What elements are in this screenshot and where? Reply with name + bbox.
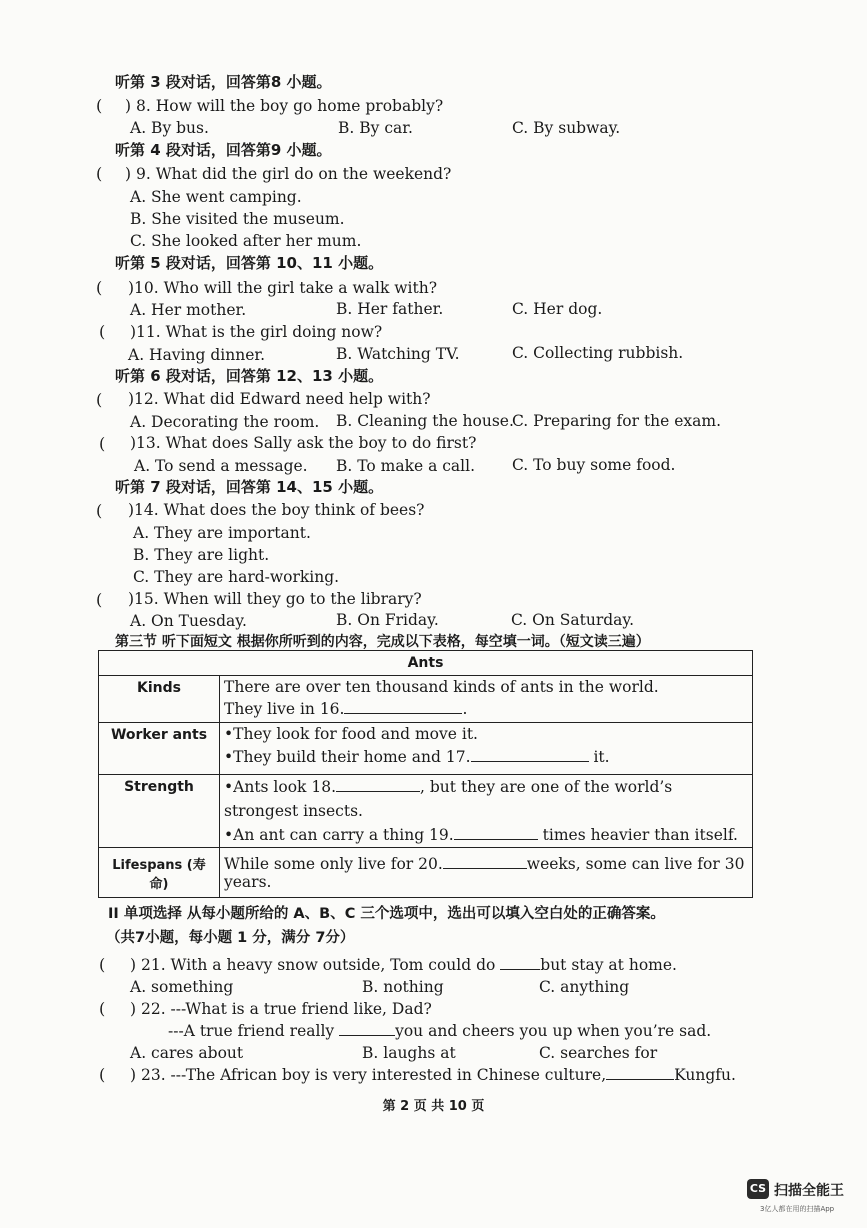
part2-subtitle: （共7小题，每小题 1 分，满分 7分）	[106, 930, 355, 946]
q14-option-b: B. They are light.	[133, 546, 270, 564]
q21-text: ) 21. With a heavy snow outside, Tom could do	[130, 956, 496, 974]
q22-line-2	[168, 1021, 711, 1041]
page-footer: 第 2 页 共 10 页	[382, 1099, 485, 1114]
strength-line-2-tail: times heavier than itself.	[542, 826, 738, 844]
q23-blank[interactable]	[606, 1065, 674, 1080]
q8-option-c: C. By subway.	[512, 119, 621, 137]
dialogue-6-heading: 听第 6 段对话，回答第 12、13 小题。	[115, 367, 384, 385]
row-label-strength: Strength	[99, 775, 220, 848]
row-lifespans-content	[220, 848, 753, 898]
q13-option-a: A. To send a message.	[134, 457, 308, 475]
q13-option-c: C. To buy some food.	[512, 456, 676, 474]
strength-line-1-text: •Ants look 18.	[224, 778, 337, 796]
dialogue-3-heading: 听第 3 段对话，回答第8 小题。	[115, 73, 332, 91]
q15-option-b: B. On Friday.	[336, 611, 439, 629]
q15-paren-open: (	[96, 590, 103, 609]
q12-option-a: A. Decorating the room.	[130, 413, 320, 431]
q21-paren-open: (	[99, 955, 106, 974]
row-label-worker-ants: Worker ants	[99, 723, 220, 775]
q10-option-c: C. Her dog.	[512, 300, 603, 318]
q23-text: ) 23. ---The African boy is very interested in Chinese culture,	[130, 1066, 607, 1084]
q21-option-c: C. anything	[539, 978, 630, 996]
blank-17[interactable]	[471, 747, 589, 762]
q15-option-c: C. On Saturday.	[511, 611, 635, 629]
blank-16[interactable]	[344, 699, 462, 714]
q9-close-paren: )	[125, 165, 132, 183]
strength-line-1-tail: , but they are one of the world’s strongest insects.	[224, 778, 673, 820]
q11-question: )11. What is the girl doing now?	[130, 323, 383, 341]
q12-option-c: C. Preparing for the exam.	[512, 412, 722, 430]
q11-option-b: B. Watching TV.	[336, 345, 460, 363]
dialogue-5-heading: 听第 5 段对话，回答第 10、11 小题。	[115, 254, 384, 272]
q21-option-b: B. nothing	[362, 978, 444, 996]
dialogue-7-heading: 听第 7 段对话，回答第 14、15 小题。	[115, 478, 384, 496]
part3-title: 第三节 听下面短文 根据你所听到的内容，完成以下表格，每空填一词。（短文读三遍）	[115, 634, 650, 650]
q9-paren-open: (	[96, 164, 103, 183]
row-strength-content	[220, 775, 753, 848]
q21-blank[interactable]	[500, 955, 540, 970]
q8-close-paren: )	[125, 97, 132, 115]
q10-option-a: A. Her mother.	[130, 301, 247, 319]
kinds-line-2-text: They live in 16.	[224, 700, 345, 718]
q9-option-a: A. She went camping.	[130, 188, 302, 206]
q8-option-b: B. By car.	[338, 119, 413, 137]
row-kinds-content	[220, 676, 753, 723]
q15-option-a: A. On Tuesday.	[130, 612, 247, 630]
q8-paren-open: (	[96, 96, 103, 115]
q14-option-c: C. They are hard-working.	[133, 568, 340, 586]
q13-option-b: B. To make a call.	[336, 457, 476, 475]
q13-paren-open: (	[99, 434, 106, 453]
q11-option-a: A. Having dinner.	[128, 346, 266, 364]
q10-option-b: B. Her father.	[336, 300, 444, 318]
q9-question	[125, 164, 451, 184]
part2-title: II 单项选择 从每小题所给的 A、B、C 三个选项中，选出可以填入空白处的正确答案。	[108, 906, 665, 922]
q21-question	[130, 955, 677, 975]
q22-question: ) 22. ---What is a true friend like, Dad?	[130, 1000, 432, 1018]
q22-blank[interactable]	[339, 1021, 395, 1036]
q23-paren-open: (	[99, 1065, 106, 1084]
worker-line-2-tail: it.	[593, 748, 610, 766]
q13-question: )13. What does Sally ask the boy to do first?	[130, 434, 477, 452]
q10-paren-open: (	[96, 278, 103, 297]
q22-option-c: C. searches for	[539, 1044, 658, 1062]
row-label-lifespans: Lifespans (寿命)	[99, 848, 220, 898]
q21-option-a: A. something	[130, 978, 234, 996]
worker-line-1: •They look for food and move it.	[224, 725, 478, 743]
strength-line-2	[224, 823, 748, 847]
worker-line-2	[224, 746, 748, 769]
q22-option-a: A. cares about	[130, 1044, 244, 1062]
q8-question	[125, 96, 443, 116]
lifespans-tail: weeks, some can live for 30 years.	[224, 855, 745, 891]
row-label-kinds: Kinds	[99, 676, 220, 723]
q12-paren-open: (	[96, 390, 103, 409]
kinds-line-2: They live in 16. .	[224, 700, 468, 718]
strength-line-1	[224, 775, 748, 823]
q14-question: )14. What does the boy think of bees?	[128, 501, 425, 519]
q22-option-b: B. laughs at	[362, 1044, 456, 1062]
strength-line-2-text: •An ant can carry a thing 19.	[224, 826, 454, 844]
q14-paren-open: (	[96, 501, 103, 520]
camscanner-name: 扫描全能王	[774, 1183, 844, 1199]
q22-line-2-text: ---A true friend really	[168, 1022, 335, 1040]
kinds-line-1: There are over ten thousand kinds of ants in the world.	[224, 678, 659, 696]
dialogue-4-heading: 听第 4 段对话，回答第9 小题。	[115, 141, 332, 159]
q9-option-b: B. She visited the museum.	[130, 210, 345, 228]
q11-option-c: C. Collecting rubbish.	[512, 344, 684, 362]
q9-text: 9. What did the girl do on the weekend?	[136, 165, 452, 183]
q12-option-b: B. Cleaning the house.	[336, 412, 514, 430]
camscanner-logo: CS	[747, 1179, 769, 1199]
q15-question: )15. When will they go to the library?	[128, 590, 422, 608]
q9-option-c: C. She looked after her mum.	[130, 232, 362, 250]
ants-table	[98, 650, 753, 898]
q21-tail: but stay at home.	[540, 956, 677, 974]
camscanner-tagline: 3亿人都在用的扫描App	[760, 1205, 835, 1213]
worker-line-2-text: •They build their home and 17.	[224, 748, 471, 766]
lifespans-text: While some only live for 20.	[224, 855, 443, 873]
blank-18[interactable]	[336, 777, 420, 792]
q22-paren-open: (	[99, 999, 106, 1018]
table-title: Ants	[99, 651, 753, 676]
blank-20[interactable]	[443, 854, 527, 869]
q11-paren-open: (	[99, 322, 106, 341]
q8-text: 8. How will the boy go home probably?	[136, 97, 444, 115]
q10-question: )10. Who will the girl take a walk with?	[128, 279, 438, 297]
blank-19[interactable]	[454, 825, 538, 840]
q22-line-2-tail: you and cheers you up when you’re sad.	[395, 1022, 712, 1040]
q23-question	[130, 1065, 736, 1085]
q23-tail: Kungfu.	[674, 1066, 736, 1084]
row-worker-content	[220, 723, 753, 775]
q14-option-a: A. They are important.	[133, 524, 311, 542]
q8-option-a: A. By bus.	[130, 119, 209, 137]
q12-question: )12. What did Edward need help with?	[128, 390, 431, 408]
